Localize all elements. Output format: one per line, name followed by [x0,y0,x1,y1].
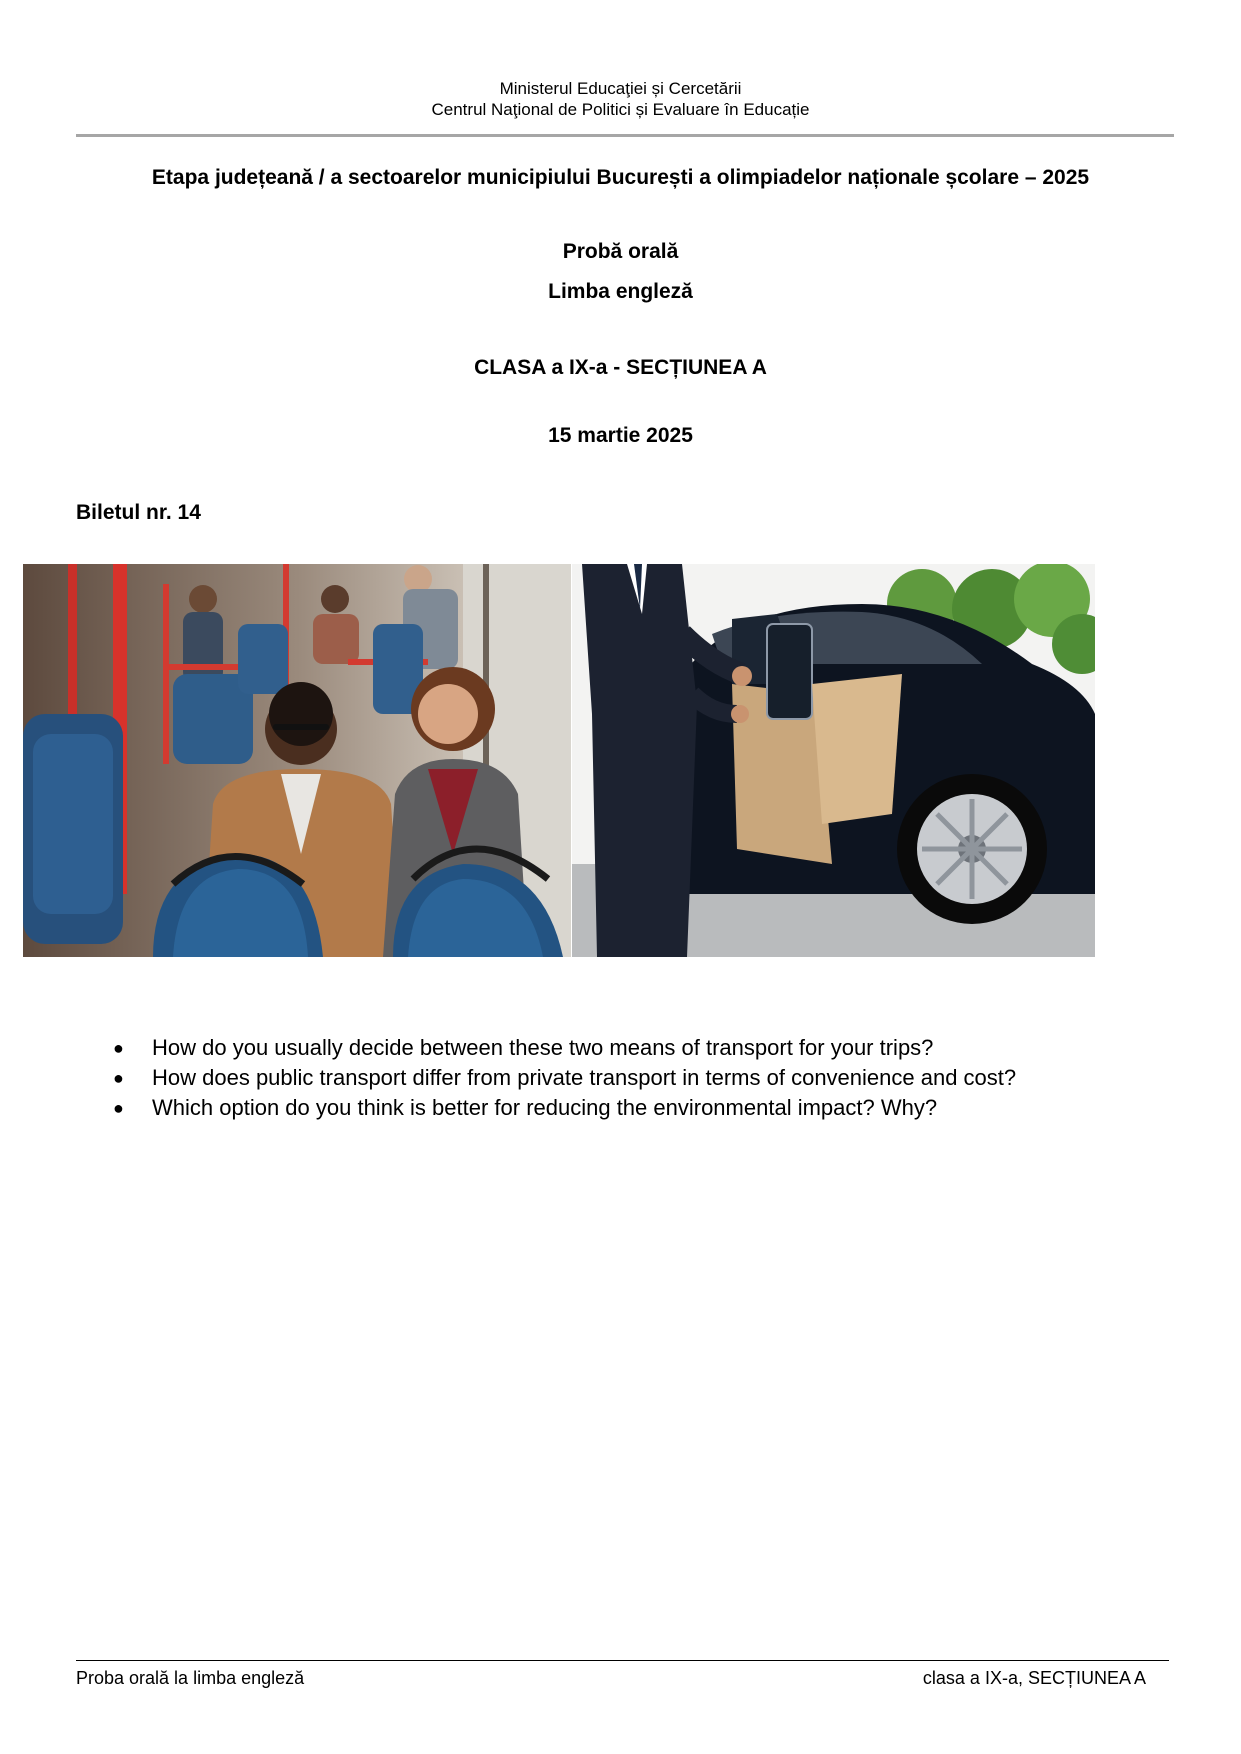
bullet-icon: ● [113,1038,124,1058]
header-divider [76,134,1174,137]
exam-type: Probă orală [562,240,679,263]
bullet-icon: ● [113,1098,124,1118]
center-name: Centrul Naţional de Politici și Evaluare în Educație [431,100,810,119]
class-section: CLASA a IX-a - SECȚIUNEA A [474,356,767,379]
footer-right-text: clasa a IX-a, SECȚIUNEA A [922,1668,1146,1688]
bullet-icon: ● [113,1068,124,1088]
question-text: Which option do you think is better for reducing the environmental impact? Why? [152,1095,938,1120]
olympiad-title: Etapa județeană / a sectoarelor municipiului București a olimpiadelor naționale școlare – 2025 [151,166,1090,189]
footer-divider [76,1660,1169,1661]
ministry-header [0,78,1241,120]
exam-date: 15 martie 2025 [548,424,693,447]
exam-subject: Limba engleză [548,280,693,303]
ministry-name: Ministerul Educaţiei și Cercetării [499,79,742,98]
footer-left-text: Proba orală la limba engleză [76,1668,305,1688]
list-item [113,1063,1016,1093]
question-text: How do you usually decide between these two means of transport for your trips? [152,1035,934,1060]
ticket-number: Biletul nr. 14 [76,501,201,524]
question-list [113,1033,1016,1123]
chauffeur-car-photo [572,564,1095,957]
list-item [113,1033,1016,1063]
bus-passengers-photo [23,564,571,957]
question-text: How does public transport differ from private transport in terms of convenience and cost? [152,1065,1017,1090]
list-item [113,1093,1016,1123]
